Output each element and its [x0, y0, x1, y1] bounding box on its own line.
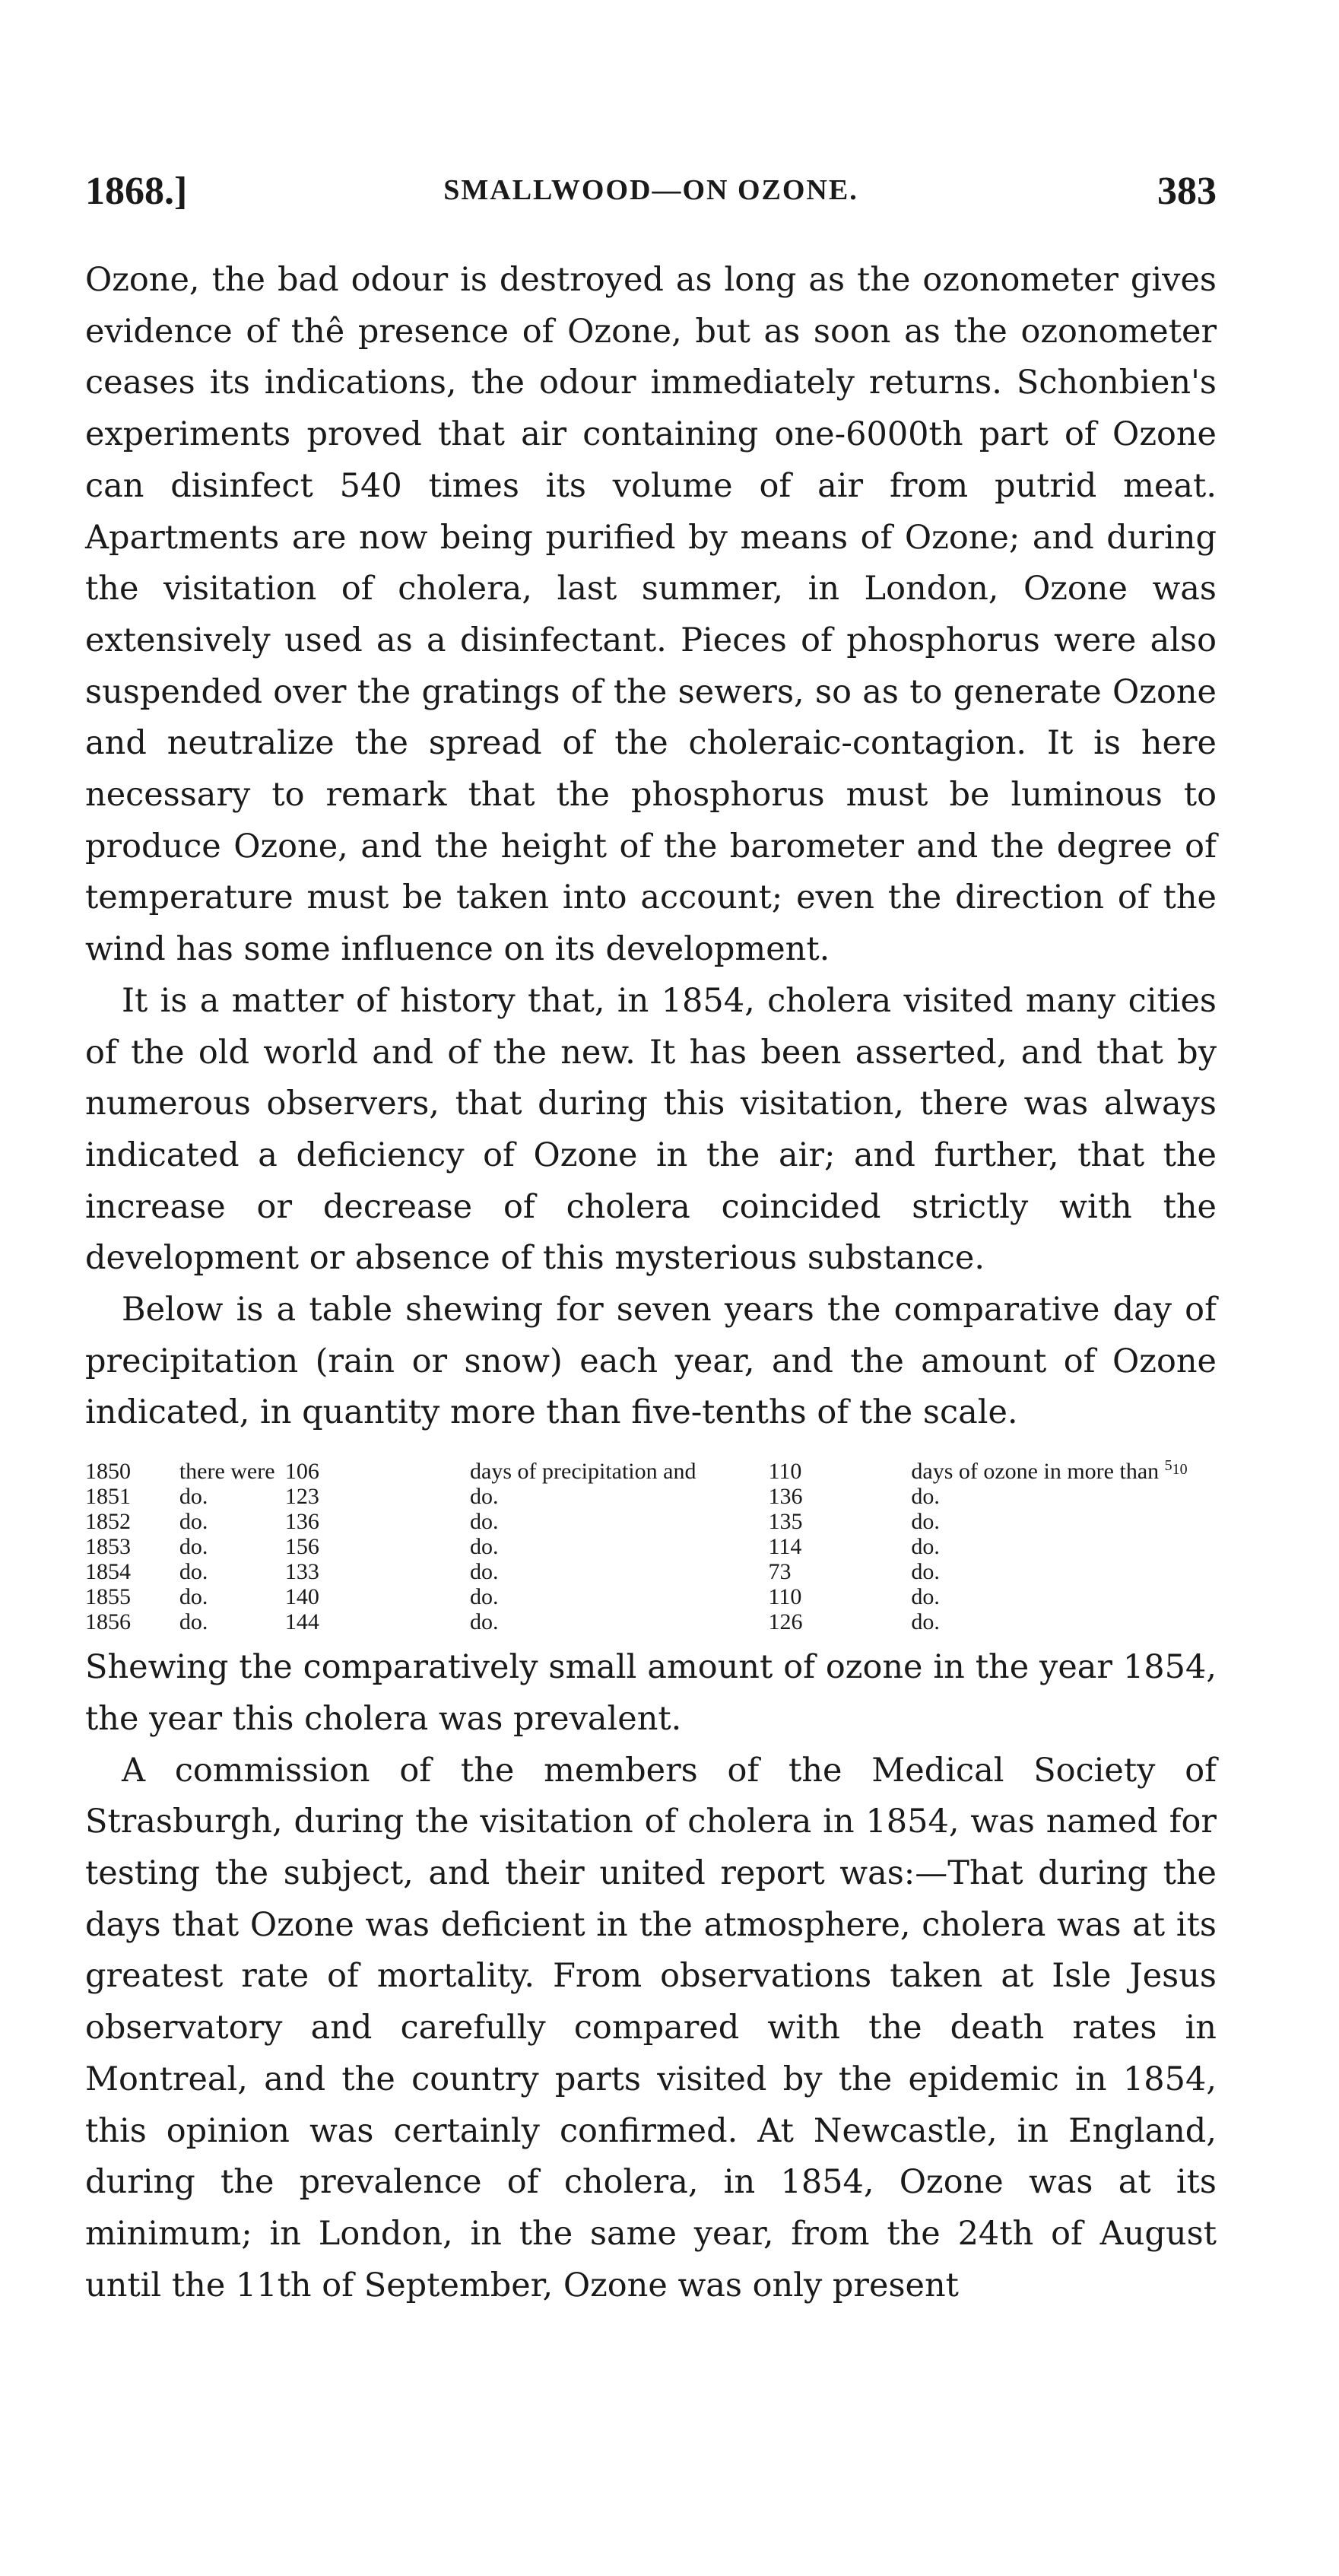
- table-cell-year: 1851: [85, 1484, 131, 1510]
- table-row: [85, 1459, 1217, 1484]
- table-row: [85, 1584, 1217, 1609]
- table-cell-ozone: 110: [768, 1584, 802, 1610]
- table-cell-year: 1850: [85, 1459, 131, 1485]
- page-number: 383: [1157, 170, 1217, 213]
- table-cell-ozone: 73: [768, 1559, 792, 1585]
- table-cell-precipitation: 123: [284, 1484, 319, 1510]
- table-cell-text: days of precipitation and: [470, 1459, 696, 1485]
- table-cell-text: there were: [179, 1459, 275, 1485]
- table-cell-text: do.: [179, 1509, 208, 1535]
- table-cell-ozone: [768, 1459, 911, 1484]
- table-cell-precipitation: 156: [284, 1534, 319, 1560]
- table-row: [85, 1509, 1217, 1534]
- ozone-table: [85, 1459, 1217, 1634]
- table-cell-year: 1854: [85, 1559, 131, 1585]
- table-cell-text: do.: [179, 1534, 208, 1560]
- table-cell-text: do.: [470, 1509, 499, 1535]
- table-cell-ozone: 136: [768, 1484, 803, 1510]
- table-cell-year: 1856: [85, 1609, 131, 1635]
- table-cell-text: do.: [911, 1584, 940, 1610]
- ozone-precipitation-table: [85, 1459, 1217, 1634]
- running-head: [85, 169, 1217, 222]
- table-row: [85, 1534, 1217, 1559]
- table-cell-text: do.: [179, 1484, 208, 1510]
- table-cell-precipitation: 144: [284, 1609, 319, 1635]
- table-cell-year: 1855: [85, 1584, 131, 1610]
- paragraph-continued: Ozone, the bad odour is destroyed as long as the ozonometer gives evidence of thê presence of Ozone, but as soon as the ozonometer ceases its indications, the odour immediately returns. Schonbien's experiments proved that air containing one-6000th part of Ozone can disinfect 540 times its volume of air from putrid meat. Apartments are now being purified by means of Ozone; and during the visitation of cholera, last summer, in London, Ozone was extensively used as a disinfectant. Pieces of phosphorus were also suspended over the gratings of the sewers, so as to generate Ozone and neutralize the spread of the choleraic-contagion. It is here necessary to remark that the phosphorus must be luminous to produce Ozone, and the height of the barometer and the degree of temperature must be taken into account; even the direction of the wind has some influence on its development.: [85, 261, 1217, 969]
- table-cell-text: do.: [911, 1509, 940, 1535]
- table-cell-precipitation: 140: [284, 1584, 319, 1610]
- table-cell-text: do.: [470, 1534, 499, 1560]
- paragraph-table-comment: Shewing the comparatively small amount of ozone in the year 1854, the year this cholera was prevalent.: [85, 1648, 1217, 1738]
- paragraph-table-intro: Below is a table shewing for seven years the comparative day of precipitation (rain or snow) each year, and the amount of Ozone indicated, in quantity more than five-tenths of the scale.: [85, 1291, 1217, 1432]
- fraction: [1164, 1457, 1188, 1479]
- paragraph-strasburgh-commission: A commission of the members of the Medical Society of Strasburgh, during the visitation of cholera in 1854, was named for testing the subject, and their united report was:—That during the days that Ozone was deficient in the atmosphere, cholera was at its greatest rate of mortality. From observations taken at Isle Jesus observatory and carefully compared with the death rates in Montreal, and the country parts visited by the epidemic in 1854, this opinion was certainly confirmed. At Newcastle, in England, during the prevalence of cholera, in 1854, Ozone was at its minimum; in London, in the same year, from the 24th of August until the 11th of September, Ozone was only present: [85, 1751, 1217, 2304]
- header-title: SMALLWOOD—ON OZONE.: [443, 174, 858, 206]
- header-year: 1868.]: [85, 170, 188, 213]
- table-cell-ozone: 114: [768, 1534, 802, 1560]
- precipitation-value: 106: [284, 1459, 319, 1485]
- table-cell-text: do.: [470, 1584, 499, 1610]
- table-cell-precipitation: 136: [284, 1509, 319, 1535]
- table-cell-text: do.: [470, 1609, 499, 1635]
- ozone-value: 110: [768, 1459, 802, 1485]
- table-row: [85, 1609, 1217, 1634]
- table-cell-text: do.: [179, 1609, 208, 1635]
- table-cell-text: do.: [911, 1559, 940, 1585]
- table-cell-text: do.: [470, 1559, 499, 1585]
- table-cell-year: 1852: [85, 1509, 131, 1535]
- table-cell-ozone: 135: [768, 1509, 803, 1535]
- table-cell-text: do.: [911, 1609, 940, 1635]
- table-cell-text: do.: [911, 1534, 940, 1560]
- table-cell-precipitation: 133: [284, 1559, 319, 1585]
- table-cell-precipitation: [285, 1459, 470, 1484]
- table-cell-text: [911, 1459, 1217, 1484]
- table-cell-text: do.: [179, 1584, 208, 1610]
- table-row: [85, 1484, 1217, 1509]
- table-cell-text: do.: [470, 1484, 499, 1510]
- table-cell-ozone: 126: [768, 1609, 803, 1635]
- table-cell-text: do.: [179, 1559, 208, 1585]
- table-cell-text: do.: [911, 1484, 940, 1510]
- fraction-numerator: 5: [1164, 1457, 1172, 1475]
- paragraph-cholera-history: It is a matter of history that, in 1854, cholera visited many cities of the old world and of the new. It has been asserted, and that by numerous observers, that during this visitation, there was always indicated a deficiency of Ozone in the air; and further, that the increase or decrease of cholera coincided strictly with the development or absence of this mysterious substance.: [85, 981, 1217, 1278]
- body-text: [85, 255, 1217, 2311]
- table-row: [85, 1559, 1217, 1584]
- table-cell-year: 1853: [85, 1534, 131, 1560]
- fraction-denominator: 10: [1172, 1461, 1188, 1479]
- ozone-label: days of ozone in more than: [911, 1459, 1160, 1485]
